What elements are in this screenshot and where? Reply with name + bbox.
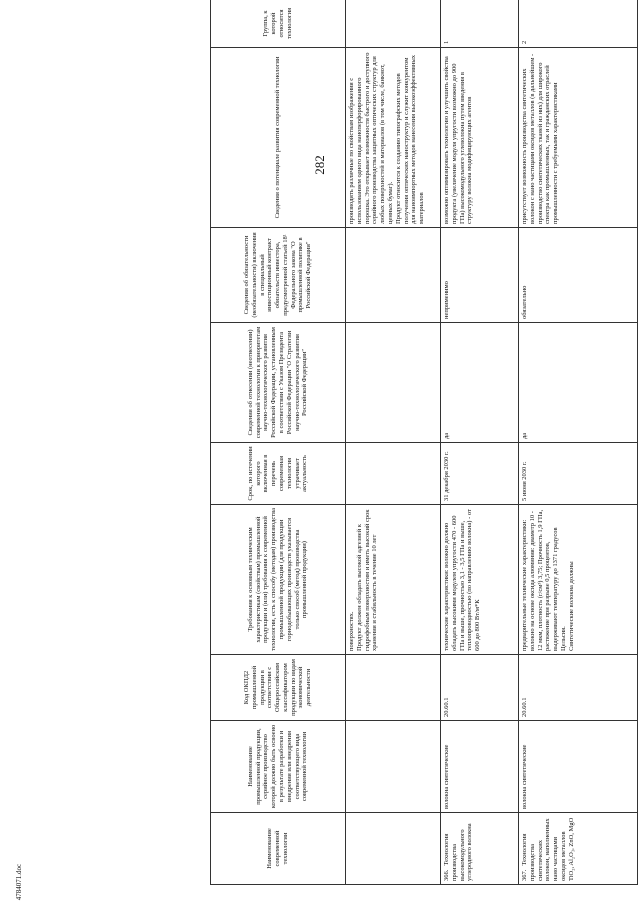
row-number: 366.	[443, 869, 450, 881]
cell-requirements: предварительные технические характеристики: волокно на основе оксида алюминия: диаметр 10 - 12 мкм, плотность (г/см³) 3,75; Прочность 1,9 ГПа, растяжение при разрыве 0,5 процентов, выдерживают температуру до 1371 градусов Цельсия. Синтетические волокна должны	[519, 505, 638, 655]
cell-potential: возможно оптимизировать технологию и улучшить свойства продукта (увеличение модуля упругости возможно до 900 ГПа) высокомодульного углеволокна путем введения в структуру волокна модифицирующих агентов	[441, 48, 519, 228]
cell-technology: 366.Технология производства высокомодульного углеродного волокна	[441, 813, 519, 885]
header-product: Наименование промышленной продукции, серийное производство которой должно быть освоено в результате разработки и внедрения или внедрения соответствующего вида современной технологии	[211, 721, 346, 813]
cell-priority: да	[441, 323, 519, 443]
cell-code: 20.60.1	[519, 655, 638, 721]
cell-term: 31 декабря 2030 г.	[441, 443, 519, 505]
table-row	[346, 0, 441, 885]
page-number: 282	[312, 155, 327, 175]
cell-product: волокна синтетические	[441, 721, 519, 813]
cell-requirements: технические характеристики: волокно должно обладать высокими модулем упругости 470 - 600 ГПа и выше, прочностью 3,1 - 3,5 ГПа и выше, теплопроводностью (по направлению волокна) - от 600 до 800 Вт/м*К	[441, 505, 519, 655]
cell-group	[346, 0, 441, 48]
cell-priority	[346, 323, 441, 443]
cell-group: 2	[519, 0, 638, 48]
table-row	[519, 0, 638, 885]
cell-term	[346, 443, 441, 505]
cell-product: волокна синтетические	[519, 721, 638, 813]
rotated-table-sheet	[210, 0, 638, 885]
header-priority: Сведения об отнесении (неотнесении) современной технологии к приоритетам научно-технологического развития Российской Федерации, установленным в соответствии с Указом Президента Российской Федерации "О Стратегии научно-технологического развития Российской Федерации"	[211, 323, 346, 443]
header-group: Группа, к которой относится технология	[211, 0, 346, 48]
cell-potential: присутствует возможность производства синтетических волокон с нано частицами оксидов металлов (в дальнейшем - производство синтетических тканей из них) для широкого спектра как промышленных, так и гражданских отраслей промышленности с требуемыми характеристиками	[519, 48, 638, 228]
cell-product	[346, 721, 441, 813]
cell-requirements: поверхностях. Продукт должен обладать высокой адгезией к гидрофобным поверхностям и иметь высокий срок хранения и стабильность в течение 10 лет	[346, 505, 441, 655]
cell-mandatory: неприменимо	[441, 228, 519, 323]
cell-mandatory: обязательно	[519, 228, 638, 323]
cell-technology	[346, 813, 441, 885]
cell-code	[346, 655, 441, 721]
header-okpd2-code: Код ОКПД2 промышленной продукции в соответствии с Общероссийским классификатором продукции по видам экономической деятельности	[211, 655, 346, 721]
header-potential: Сведения о потенциале развития современной технологии	[211, 48, 346, 228]
table-header-row	[211, 0, 346, 885]
cell-group: 1	[441, 0, 519, 48]
cell-priority: да	[519, 323, 638, 443]
header-requirements: Требования к основным техническим характеристикам (свойствам) промышленной продукции и (или) требования к современной технологии, есть к способу (методам) производства промышленной продукции (для продукции горнодобывающих производств указывается только способ (метод) производства промышленной продукции)	[211, 505, 346, 655]
row-number: 367.	[521, 869, 528, 881]
cell-code: 20.60.1	[441, 655, 519, 721]
table-row	[441, 0, 519, 885]
cell-term: 5 июня 2030 г.	[519, 443, 638, 505]
cell-potential: производить различные по свойствам изображения с использованием одного вида наноперфорированного порошка. Это открывает возможности быстрого и доступного серийного производства защитных оптических структур для любых поверхностей и материалов (в том числе, банкнот, ценных бумаг). Продукт относится к созданию типографских методов получения оптических наноструктур и служит конкурентом для наноимпортных методов нанесения высокоэффективных материалов	[346, 48, 441, 228]
cell-technology: 367.Технология производства синтетических волокон, наполненных нано частицами оксидов металлов TiO₂, Al₂O₃, ZnO, MgO	[519, 813, 638, 885]
document-footer: 4784071.doc	[15, 863, 23, 901]
header-technology: Наименование современной технологии	[211, 813, 346, 885]
header-term: Срок, по истечении которого включенная в перечень современная технология утрачивает актуальность	[211, 443, 346, 505]
cell-mandatory	[346, 228, 441, 323]
header-mandatory: Сведения об обязательности (необязательности) включения в специальный инвестиционный контракт обязательств инвестора, предусмотренной статьей 18¹ Федерального закона "О промышленной политике в Российской Федерации"	[211, 228, 346, 323]
technology-table	[210, 0, 638, 885]
